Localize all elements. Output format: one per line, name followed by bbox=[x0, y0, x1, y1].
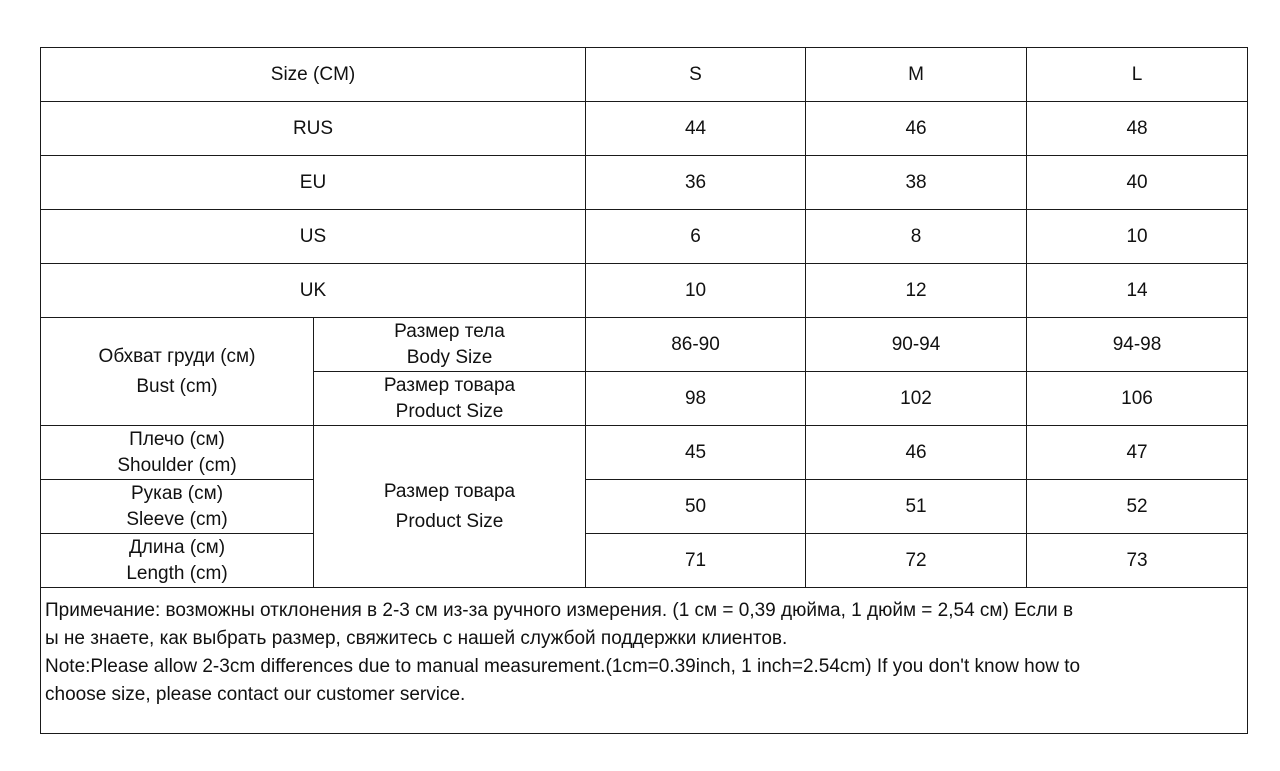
table-row-us bbox=[41, 210, 1248, 264]
cell-value: 52 bbox=[1027, 480, 1248, 534]
row-label: EU bbox=[41, 156, 586, 210]
table-row-length bbox=[41, 534, 1248, 588]
cell-value: 45 bbox=[586, 426, 806, 480]
product-size-label-cell bbox=[314, 372, 586, 426]
row-label: RUS bbox=[41, 102, 586, 156]
table-row-uk bbox=[41, 264, 1248, 318]
cell-value: 10 bbox=[586, 264, 806, 318]
cell-value: 48 bbox=[1027, 102, 1248, 156]
cell-value: 106 bbox=[1027, 372, 1248, 426]
header-size-m: M bbox=[806, 48, 1027, 102]
shoulder-label-ru: Плечо (см) bbox=[129, 428, 225, 450]
cell-value: 73 bbox=[1027, 534, 1248, 588]
cell-value: 86-90 bbox=[586, 318, 806, 372]
header-size-s: S bbox=[586, 48, 806, 102]
sleeve-label-en: Sleeve (cm) bbox=[126, 508, 228, 530]
cell-value: 44 bbox=[586, 102, 806, 156]
measurement-note bbox=[41, 588, 1248, 734]
table-row-note bbox=[41, 588, 1248, 734]
cell-value: 38 bbox=[806, 156, 1027, 210]
garment-product-size-ru: Размер товара bbox=[383, 480, 516, 502]
cell-value: 36 bbox=[586, 156, 806, 210]
cell-value: 46 bbox=[806, 102, 1027, 156]
cell-value: 90-94 bbox=[806, 318, 1027, 372]
product-size-label-en: Product Size bbox=[395, 400, 504, 422]
garment-product-size-cell bbox=[314, 426, 586, 588]
sleeve-label-ru: Рукав (см) bbox=[130, 482, 224, 504]
cell-value: 14 bbox=[1027, 264, 1248, 318]
cell-value: 8 bbox=[806, 210, 1027, 264]
sleeve-label-cell bbox=[41, 480, 314, 534]
bust-label-ru: Обхват груди (см) bbox=[98, 345, 256, 367]
body-size-label-ru: Размер тела bbox=[394, 320, 505, 342]
note-en-line-1: Note:Please allow 2-3cm differences due to manual measurement.(1cm=0.39inch, 1 inch=2.54cm) If you don't know how to bbox=[45, 656, 1081, 677]
cell-value: 102 bbox=[806, 372, 1027, 426]
cell-value: 98 bbox=[586, 372, 806, 426]
note-en-line-2: choose size, please contact our customer service. bbox=[45, 684, 466, 705]
note-ru-line-2: ы не знаете, как выбрать размер, свяжитесь с нашей службой поддержки клиентов. bbox=[45, 628, 788, 649]
table-row-sleeve bbox=[41, 480, 1248, 534]
garment-product-size-en: Product Size bbox=[395, 510, 504, 532]
table-row-header bbox=[41, 48, 1248, 102]
cell-value: 94-98 bbox=[1027, 318, 1248, 372]
cell-value: 72 bbox=[806, 534, 1027, 588]
row-label: US bbox=[41, 210, 586, 264]
body-size-label-en: Body Size bbox=[406, 346, 493, 368]
cell-value: 50 bbox=[586, 480, 806, 534]
product-size-label-ru: Размер товара bbox=[383, 374, 516, 396]
cell-value: 12 bbox=[806, 264, 1027, 318]
cell-value: 40 bbox=[1027, 156, 1248, 210]
row-label: UK bbox=[41, 264, 586, 318]
table-row-eu bbox=[41, 156, 1248, 210]
cell-value: 46 bbox=[806, 426, 1027, 480]
cell-value: 6 bbox=[586, 210, 806, 264]
header-size-l: L bbox=[1027, 48, 1248, 102]
cell-value: 71 bbox=[586, 534, 806, 588]
table-row-shoulder bbox=[41, 426, 1248, 480]
header-label: Size (CM) bbox=[41, 48, 586, 102]
table-row-bust-body bbox=[41, 318, 1248, 372]
shoulder-label-en: Shoulder (cm) bbox=[117, 454, 237, 476]
cell-value: 51 bbox=[806, 480, 1027, 534]
cell-value: 10 bbox=[1027, 210, 1248, 264]
length-label-en: Length (cm) bbox=[126, 562, 228, 584]
note-ru-line-1: Примечание: возможны отклонения в 2-3 см из-за ручного измерения. (1 см = 0,39 дюйма, 1 дюйм = 2,54 см) Если в bbox=[45, 600, 1074, 621]
size-chart-table bbox=[40, 47, 1248, 734]
table-row-rus bbox=[41, 102, 1248, 156]
bust-label-cell bbox=[41, 318, 314, 426]
length-label-ru: Длина (см) bbox=[128, 536, 226, 558]
length-label-cell bbox=[41, 534, 314, 588]
cell-value: 47 bbox=[1027, 426, 1248, 480]
shoulder-label-cell bbox=[41, 426, 314, 480]
bust-label-en: Bust (cm) bbox=[136, 375, 218, 397]
body-size-label-cell bbox=[314, 318, 586, 372]
